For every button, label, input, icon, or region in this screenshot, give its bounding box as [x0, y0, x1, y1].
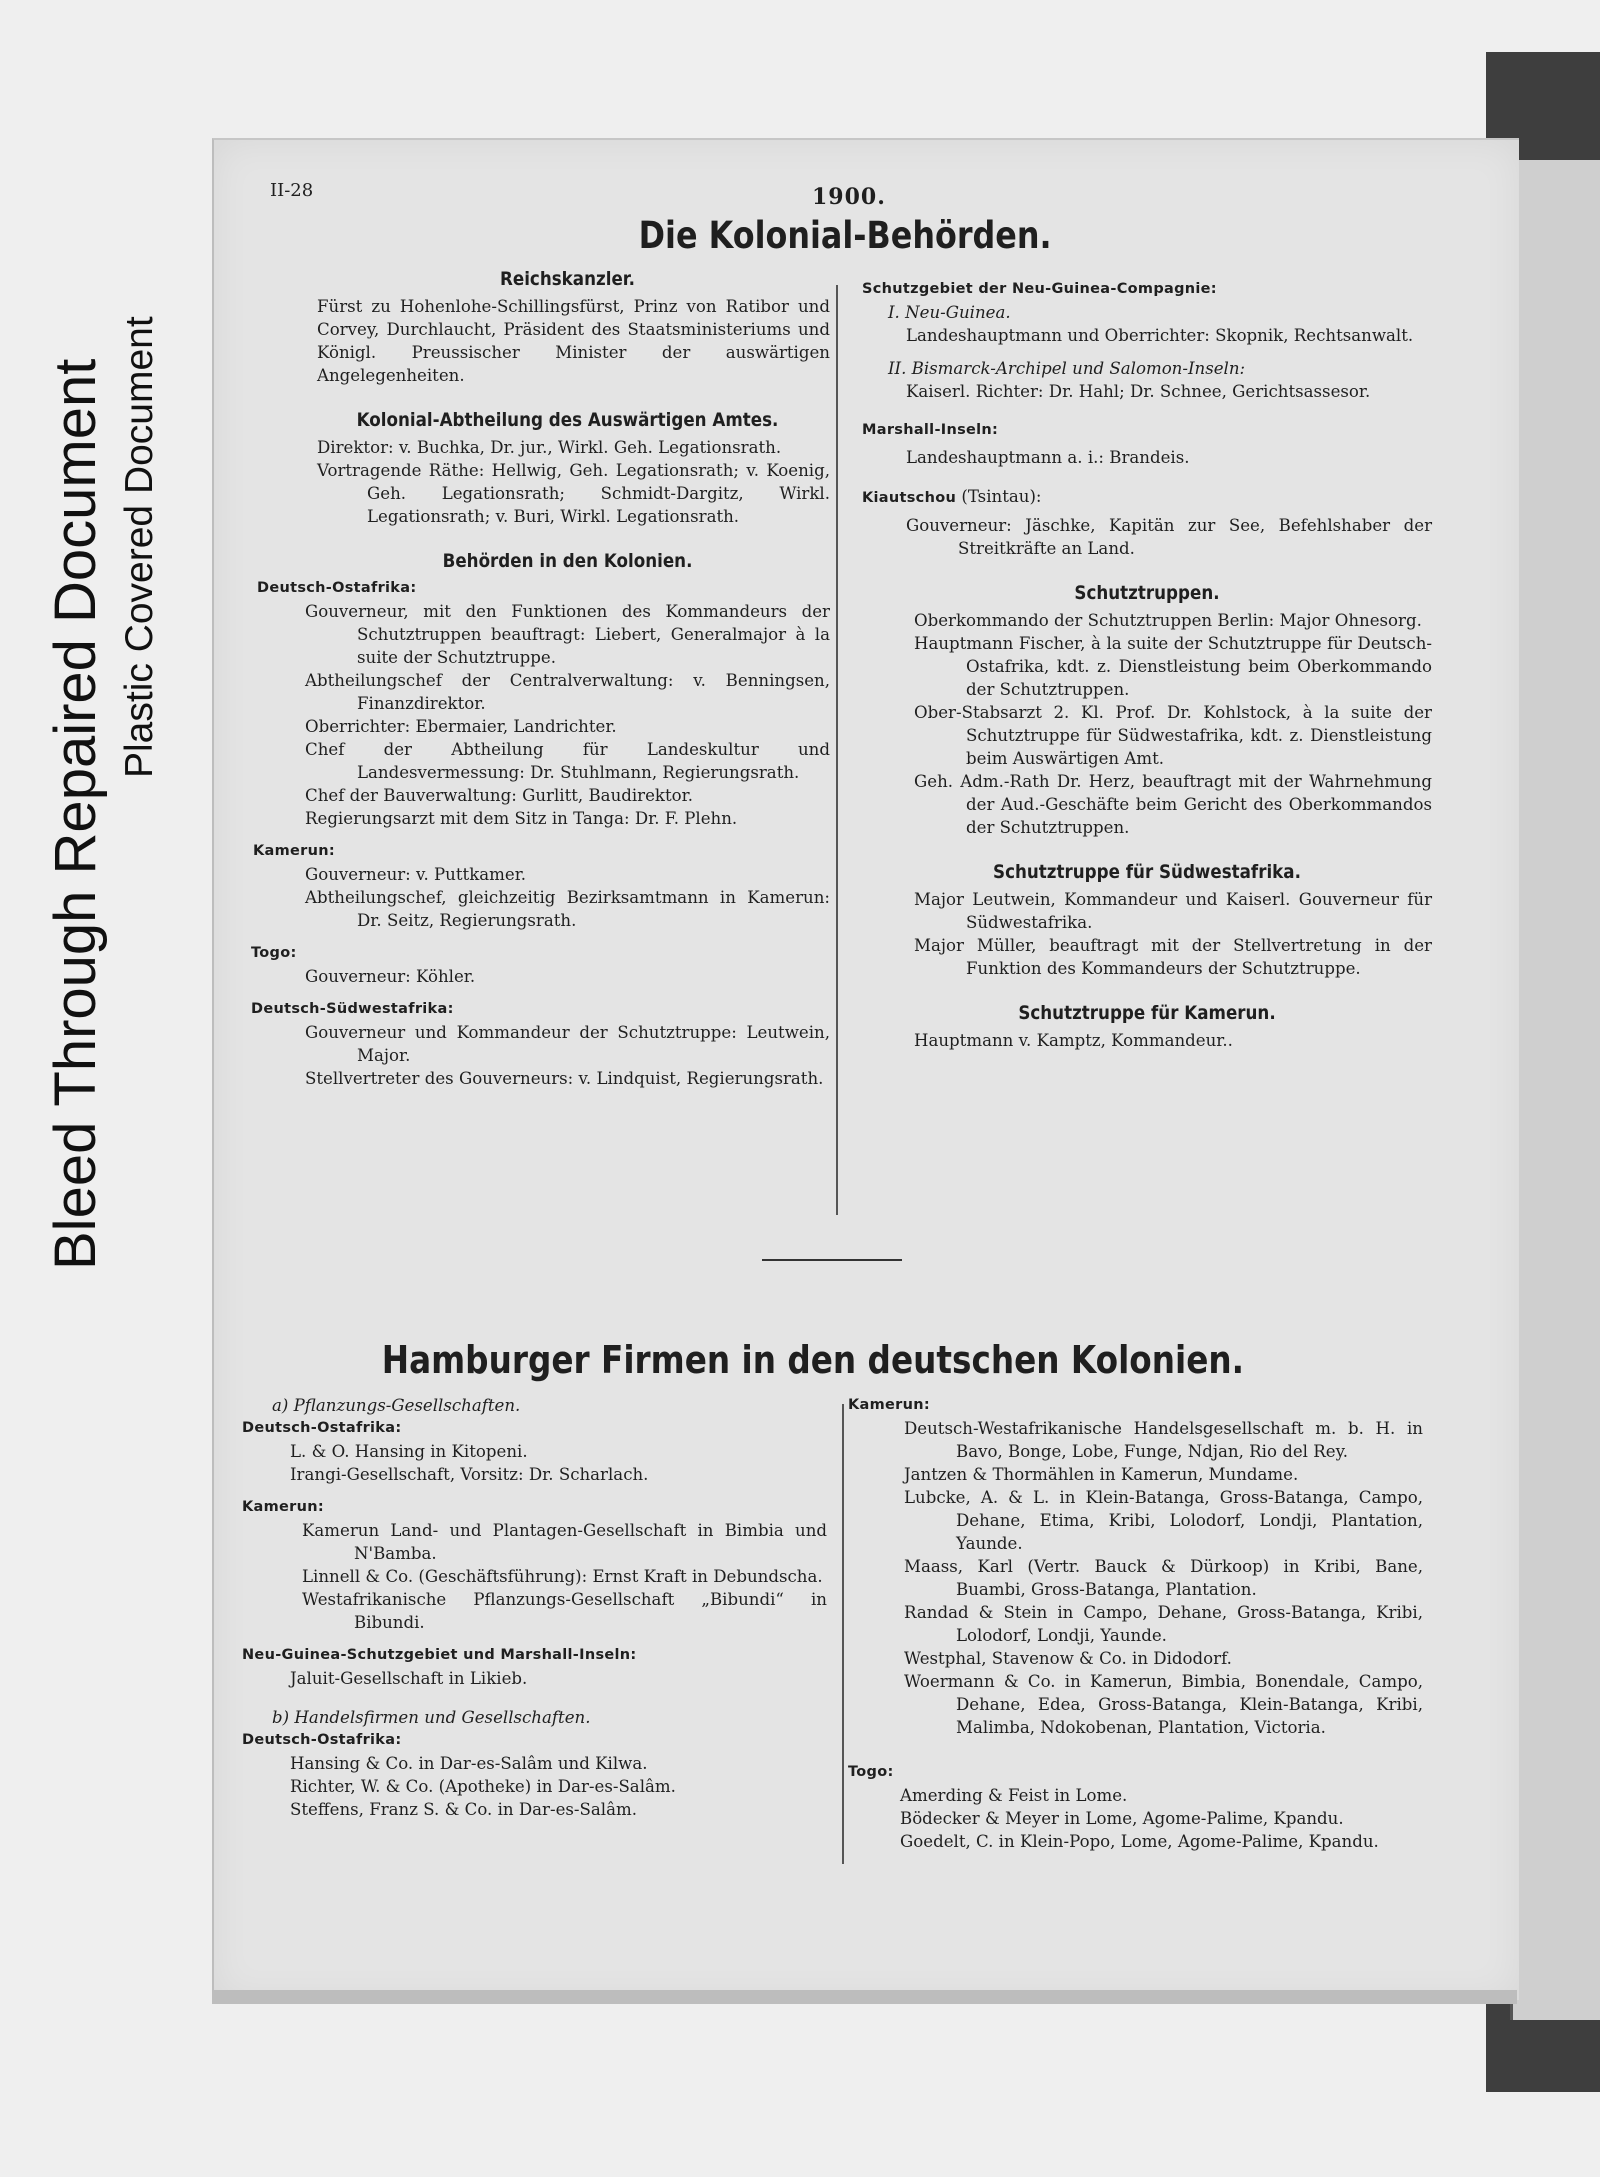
entry: Lubcke, A. & L. in Klein-Batanga, Gross-Batanga, Campo, Dehane, Etima, Kribi, Lolodorf, Londji, Plantation, Yaunde. — [904, 1488, 1423, 1553]
region-label-ostafrika: Deutsch-Ostafrika: — [242, 1420, 402, 1436]
adjacent-page-edge — [1510, 160, 1600, 2020]
section-heading-reichskanzler: Reichskanzler. — [499, 268, 636, 290]
entry: Hansing & Co. in Dar-es-Salâm und Kilwa. — [290, 1754, 648, 1773]
left-column-behoerden — [251, 268, 830, 1090]
entry: Oberkommando der Schutztruppen Berlin: Major Ohnesorg. — [914, 611, 1422, 630]
entry: Gouverneur: Jäschke, Kapitän zur See, Befehlshaber der Streitkräfte an Land. — [906, 516, 1432, 558]
entry: Kamerun Land- und Plantagen-Gesellschaft in Bimbia und N'Bamba. — [302, 1521, 827, 1563]
entry: Abtheilungschef, gleichzeitig Bezirksamtmann in Kamerun: Dr. Seitz, Regierungsrath. — [305, 888, 830, 930]
entry: Major Leutwein, Kommandeur und Kaiserl. Gouverneur für Südwestafrika. — [914, 890, 1432, 932]
entry: Oberrichter: Ebermaier, Landrichter. — [305, 717, 617, 736]
entry: Deutsch-Westafrikanische Handelsgesellschaft m. b. H. in Bavo, Bonge, Lobe, Funge, Ndjan, Rio del Rey. — [904, 1419, 1423, 1461]
entry: Regierungsarzt mit dem Sitz in Tanga: Dr. F. Plehn. — [305, 809, 738, 828]
entry: Irangi-Gesellschaft, Vorsitz: Dr. Scharlach. — [290, 1465, 649, 1484]
section-heading-schutztruppen: Schutztruppen. — [1074, 582, 1220, 604]
entry: Maass, Karl (Vertr. Bauck & Dürkoop) in Kribi, Bane, Buambi, Gross-Batanga, Plantation. — [904, 1557, 1423, 1599]
region-kiautschou — [862, 485, 1432, 510]
region-label-suedwest: Deutsch-Südwestafrika: — [251, 1001, 454, 1017]
right-column-behoerden — [862, 278, 1432, 1052]
region-label-kiautschou: Kiautschou — [862, 490, 957, 506]
section-separator — [762, 1259, 902, 1261]
entry: Abtheilungschef der Centralverwaltung: v. Benningsen, Finanzdirektor. — [305, 671, 830, 713]
region-label-ostafrika: Deutsch-Ostafrika: — [257, 580, 417, 596]
section-heading-behoerden: Behörden in den Kolonien. — [442, 550, 693, 572]
entry: Major Müller, beauftragt mit der Stellvertretung in der Funktion des Kommandeurs der Schutztruppe. — [914, 936, 1432, 978]
page-number: II-28 — [270, 180, 314, 201]
region-label-kamerun: Kamerun: — [242, 1499, 324, 1515]
scan-label-bleed-repaired: Bleed Through Repaired Document — [43, 358, 108, 1270]
entry: Geh. Adm.-Rath Dr. Herz, beauftragt mit der Wahrnehmung der Aud.-Geschäfte beim Gericht des Oberkommandos der Schutztruppen. — [914, 772, 1432, 837]
page-bottom-edge — [212, 1990, 1517, 2004]
column-divider-bottom — [842, 1404, 844, 1864]
entry: Jantzen & Thormählen in Kamerun, Mundame. — [904, 1465, 1299, 1484]
left-column-firms — [242, 1394, 827, 1821]
region-label-neuguinea-marshall: Neu-Guinea-Schutzgebiet und Marshall-Inseln: — [242, 1647, 637, 1663]
right-column-firms — [848, 1394, 1423, 1853]
subsection-pflanzungs: a) Pflanzungs-Gesellschaften. — [272, 1396, 521, 1415]
entry: Linnell & Co. (Geschäftsführung): Ernst Kraft in Debundscha. — [302, 1567, 823, 1586]
firms-title: Hamburger Firmen in den deutschen Kolonien. — [381, 1338, 1245, 1382]
entry: Hauptmann Fischer, à la suite der Schutztruppe für Deutsch-Ostafrika, kdt. z. Dienstleistung beim Oberkommando der Schutztruppen. — [914, 634, 1432, 699]
section-heading-kolonial-abtheilung: Kolonial-Abtheilung des Auswärtigen Amtes. — [356, 409, 779, 431]
entry: Jaluit-Gesellschaft in Likieb. — [290, 1669, 528, 1688]
region-label-ostafrika: Deutsch-Ostafrika: — [242, 1732, 402, 1748]
entry: Bödecker & Meyer in Lome, Agome-Palime, Kpandu. — [900, 1809, 1344, 1828]
entry: Woermann & Co. in Kamerun, Bimbia, Bonendale, Campo, Dehane, Edea, Gross-Batanga, Klein-Batanga, Kribi, Malimba, Ndokobenan, Plantation, Victoria. — [904, 1672, 1423, 1737]
entry: Amerding & Feist in Lome. — [900, 1786, 1128, 1805]
region-label-kamerun: Kamerun: — [253, 843, 335, 859]
entry: Goedelt, C. in Klein-Popo, Lome, Agome-Palime, Kpandu. — [900, 1832, 1379, 1851]
entry: Kaiserl. Richter: Dr. Hahl; Dr. Schnee, Gerichtsassesor. — [906, 382, 1371, 401]
entry: Direktor: v. Buchka, Dr. jur., Wirkl. Geh. Legationsrath. — [317, 438, 782, 457]
entry: L. & O. Hansing in Kitopeni. — [290, 1442, 528, 1461]
entry: Stellvertreter des Gouverneurs: v. Lindquist, Regierungsrath. — [305, 1069, 824, 1088]
entry: Vortragende Räthe: Hellwig, Geh. Legationsrath; v. Koenig, Geh. Legationsrath; Schmidt-Dargitz, Wirkl. Legationsrath; v. Buri, Wirkl. Legationsrath. — [317, 461, 830, 526]
year-heading: 1900. — [812, 184, 886, 210]
entry: Gouverneur: v. Puttkamer. — [305, 865, 527, 884]
region-label-marshall: Marshall-Inseln: — [862, 422, 999, 438]
section-heading-schutztruppe-suedwest: Schutztruppe für Südwestafrika. — [993, 861, 1301, 883]
scan-label-plastic-covered: Plastic Covered Document — [118, 316, 161, 778]
column-divider-top — [836, 285, 838, 1215]
entry: Gouverneur, mit den Funktionen des Kommandeurs der Schutztruppen beauftragt: Liebert, Generalmajor à la suite der Schutztruppe. — [305, 602, 830, 667]
entry: Ober-Stabsarzt 2. Kl. Prof. Dr. Kohlstock, à la suite der Schutztruppe für Südwestafrika, kdt. z. Dienstleistung beim Auswärtigen Amt. — [914, 703, 1432, 768]
entry: Chef der Abtheilung für Landeskultur und Landesvermessung: Dr. Stuhlmann, Regierungsrath. — [305, 740, 830, 782]
entry: Richter, W. & Co. (Apotheke) in Dar-es-Salâm. — [290, 1777, 676, 1796]
entry: Chef der Bauverwaltung: Gurlitt, Baudirektor. — [305, 786, 694, 805]
entry: Steffens, Franz S. & Co. in Dar-es-Salâm. — [290, 1800, 637, 1819]
entry: Hauptmann v. Kamptz, Kommandeur.. — [914, 1031, 1233, 1050]
subsection-neuguinea: I. Neu-Guinea. — [888, 303, 1011, 322]
region-label-kiautschou-suffix: (Tsintau): — [956, 487, 1042, 506]
page-title: Die Kolonial-Behörden. — [638, 214, 1052, 257]
region-label-togo: Togo: — [848, 1764, 894, 1780]
entry: Westafrikanische Pflanzungs-Gesellschaft „Bibundi“ in Bibundi. — [302, 1590, 827, 1632]
subsection-bismarck: II. Bismarck-Archipel und Salomon-Inseln: — [888, 359, 1246, 378]
entry: Gouverneur: Köhler. — [305, 967, 476, 986]
entry: Landeshauptmann a. i.: Brandeis. — [906, 448, 1190, 467]
entry: Westphal, Stavenow & Co. in Didodorf. — [904, 1649, 1232, 1668]
subsection-handelsfirmen: b) Handelsfirmen und Gesellschaften. — [272, 1708, 591, 1727]
entry: Randad & Stein in Campo, Dehane, Gross-Batanga, Kribi, Lolodorf, Londji, Yaunde. — [904, 1603, 1423, 1645]
entry: Gouverneur und Kommandeur der Schutztruppe: Leutwein, Major. — [305, 1023, 830, 1065]
entry: Landeshauptmann und Oberrichter: Skopnik, Rechtsanwalt. — [906, 326, 1414, 345]
section-heading-schutztruppe-kamerun: Schutztruppe für Kamerun. — [1018, 1002, 1276, 1024]
region-label-kamerun: Kamerun: — [848, 1397, 930, 1413]
reichskanzler-text: Fürst zu Hohenlohe-Schillingsfürst, Prinz von Ratibor und Corvey, Durchlaucht, Präsident des Staatsministeriums und Königl. Preussischer Minister der auswärtigen Angelegenheiten. — [317, 297, 830, 385]
region-label-neuguinea: Schutzgebiet der Neu-Guinea-Compagnie: — [862, 281, 1217, 297]
region-label-togo: Togo: — [251, 945, 297, 961]
